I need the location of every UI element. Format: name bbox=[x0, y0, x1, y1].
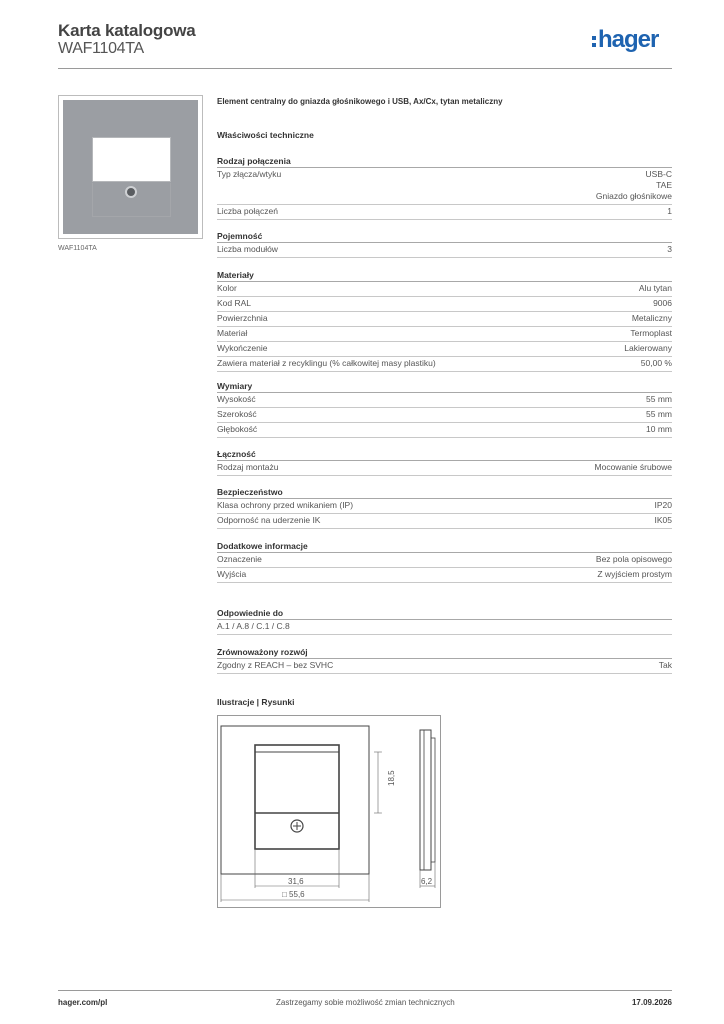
spec-value: 55 mm bbox=[646, 409, 672, 419]
technical-drawing-svg bbox=[218, 716, 442, 909]
section-suitable-for bbox=[217, 606, 672, 635]
section-title: Pojemność bbox=[217, 229, 672, 243]
product-code: WAF1104TA bbox=[58, 40, 144, 57]
spec-row bbox=[217, 243, 672, 258]
spec-label: Odporność na uderzenie IK bbox=[217, 515, 321, 525]
spec-value: 50,00 % bbox=[640, 358, 672, 368]
spec-label: Wysokość bbox=[217, 394, 256, 404]
spec-row bbox=[217, 205, 672, 220]
spec-label: Zawiera materiał z recyklingu (% całkowitej masy plastiku) bbox=[217, 358, 436, 368]
section-sustainability bbox=[217, 645, 672, 674]
spec-value: 10 mm bbox=[646, 424, 672, 434]
spec-label: Kolor bbox=[217, 283, 237, 293]
spec-row bbox=[217, 499, 672, 514]
spec-row bbox=[217, 568, 672, 583]
footer-divider bbox=[58, 990, 672, 991]
logo-text: hager bbox=[598, 26, 659, 53]
spec-value: Tak bbox=[658, 660, 672, 670]
section-materials bbox=[217, 268, 672, 372]
spec-row bbox=[217, 297, 672, 312]
screw-icon bbox=[125, 186, 137, 198]
thumbnail-plate bbox=[63, 100, 198, 234]
footer-date: 17.09.2026 bbox=[631, 998, 672, 1007]
section-title: Bezpieczeństwo bbox=[217, 485, 672, 499]
section-title: Rodzaj połączenia bbox=[217, 154, 672, 168]
hager-logo bbox=[592, 28, 658, 52]
spec-value: 3 bbox=[667, 244, 672, 254]
drawing-outer-frame bbox=[221, 726, 369, 874]
spec-row bbox=[217, 553, 672, 568]
spec-label: Rodzaj montażu bbox=[217, 462, 279, 472]
spec-value: Mocowanie śrubowe bbox=[594, 462, 672, 472]
spec-label: Wykończenie bbox=[217, 343, 268, 353]
header-divider bbox=[58, 68, 672, 69]
section-title: Materiały bbox=[217, 268, 672, 282]
logo-colon-icon bbox=[592, 34, 597, 48]
illustrations-heading: Ilustracje | Rysunki bbox=[217, 697, 295, 707]
spec-row bbox=[217, 327, 672, 342]
technical-heading: Właściwości techniczne bbox=[217, 130, 314, 140]
spec-value: 1 bbox=[667, 206, 672, 216]
spec-label: Oznaczenie bbox=[217, 554, 262, 564]
page-title: Karta katalogowa bbox=[58, 21, 196, 40]
thumbnail-window bbox=[92, 137, 171, 182]
technical-drawing bbox=[217, 715, 441, 908]
spec-row bbox=[217, 461, 672, 476]
spec-value: IK05 bbox=[654, 515, 672, 525]
compatibility-value: A.1 / A.8 / C.1 / C.8 bbox=[217, 621, 290, 631]
spec-value: Alu tytan bbox=[638, 283, 672, 293]
section-title: Łączność bbox=[217, 447, 672, 461]
spec-row bbox=[217, 312, 672, 327]
product-thumbnail bbox=[58, 95, 203, 239]
spec-label: Materiał bbox=[217, 328, 248, 338]
drawing-module bbox=[255, 745, 339, 849]
spec-label: Typ złącza/wtyku bbox=[217, 169, 282, 179]
spec-value: Termoplast bbox=[630, 328, 672, 338]
spec-value: 9006 bbox=[653, 298, 672, 308]
spec-row bbox=[217, 393, 672, 408]
spec-row bbox=[217, 357, 672, 372]
spec-value: Lakierowany bbox=[624, 343, 672, 353]
technical-heading-block bbox=[217, 128, 672, 142]
section-title: Zrównoważony rozwój bbox=[217, 645, 672, 659]
dim-inner-width-label: 31,6 bbox=[288, 877, 304, 886]
spec-label: Kod RAL bbox=[217, 298, 252, 308]
drawing-side-view bbox=[420, 730, 431, 870]
thumbnail-caption: WAF1104TA bbox=[58, 245, 97, 252]
spec-value: Metaliczny bbox=[631, 313, 672, 323]
spec-label: Klasa ochrony przed wnikaniem (IP) bbox=[217, 500, 354, 510]
spec-label: Wyjścia bbox=[217, 569, 247, 579]
spec-label: Liczba połączeń bbox=[217, 206, 278, 216]
spec-row bbox=[217, 423, 672, 438]
spec-value: IP20 bbox=[654, 500, 672, 510]
spec-value-line: TAE bbox=[656, 180, 672, 190]
spec-label: Głębokość bbox=[217, 424, 258, 434]
section-title: Dodatkowe informacje bbox=[217, 539, 672, 553]
section-connection-type bbox=[217, 154, 672, 220]
spec-label: Zgodny z REACH – bez SVHC bbox=[217, 660, 334, 670]
spec-row bbox=[217, 659, 672, 674]
spec-value-line: Gniazdo głośnikowe bbox=[595, 191, 672, 201]
spec-row bbox=[217, 342, 672, 357]
section-title: Odpowiednie do bbox=[217, 606, 672, 620]
spec-row bbox=[217, 620, 672, 635]
section-connectivity bbox=[217, 447, 672, 476]
spec-label: Liczba modułów bbox=[217, 244, 278, 254]
footer-disclaimer: Zastrzegamy sobie możliwość zmian technicznych bbox=[276, 998, 455, 1007]
spec-value-line: USB-C bbox=[645, 169, 672, 179]
section-title: Wymiary bbox=[217, 379, 672, 393]
dim-depth-label: 6,2 bbox=[421, 877, 433, 886]
spec-row bbox=[217, 408, 672, 423]
section-safety bbox=[217, 485, 672, 529]
spec-value: 55 mm bbox=[646, 394, 672, 404]
spec-row bbox=[217, 514, 672, 529]
section-additional-info bbox=[217, 539, 672, 583]
spec-value: Z wyjściem prostym bbox=[597, 569, 672, 579]
section-dimensions bbox=[217, 379, 672, 438]
footer-website: hager.com/pl bbox=[58, 998, 108, 1007]
spec-value: Bez pola opisowego bbox=[595, 554, 672, 564]
spec-row bbox=[217, 168, 672, 205]
spec-row bbox=[217, 282, 672, 297]
spec-label: Szerokość bbox=[217, 409, 257, 419]
dim-outer-width-label: □ 55,6 bbox=[282, 890, 305, 899]
product-description: Element centralny do gniazda głośnikowego i USB, Ax/Cx, tytan metaliczny bbox=[217, 97, 503, 106]
dim-height-label: 18,5 bbox=[387, 770, 396, 786]
section-capacity bbox=[217, 229, 672, 258]
spec-value bbox=[596, 169, 672, 202]
spec-label: Powierzchnia bbox=[217, 313, 268, 323]
